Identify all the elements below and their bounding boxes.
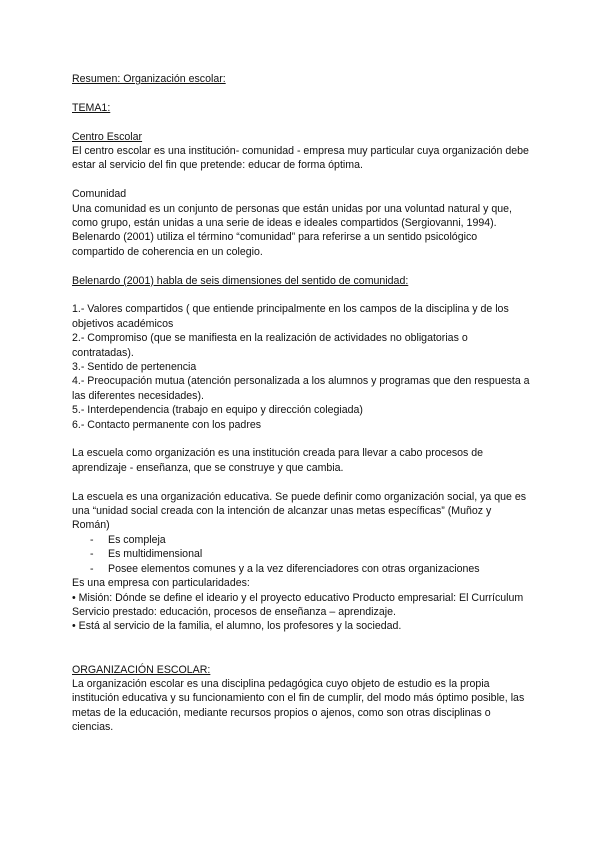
servicio-familia-line: • Está al servicio de la familia, el alumno, los profesores y la sociedad. (72, 620, 402, 633)
dimension-item: 2.- Compromiso (que se manifiesta en la realización de actividades no obligatorias o contratadas). (72, 332, 468, 359)
dimension-item: 3.- Sentido de pertenencia (72, 361, 197, 374)
dash-list-item: - Es multidimensional (72, 547, 530, 561)
comunidad-text-2: Belenardo (2001) utiliza el término “comunidad” para referirse a un sentido psicológico compartido de coherencia en un colegio. (72, 231, 478, 258)
centro-heading: Centro Escolar (72, 130, 143, 143)
escuela-paragraph-1: La escuela como organización es una institución creada para llevar a cabo procesos de aprendizaje - enseñanza, que se construye y que cambia. (72, 447, 484, 474)
dimensions-heading: Belenardo (2001) habla de seis dimensiones del sentido de comunidad: (72, 274, 409, 287)
tema-heading: TEMA1: (72, 101, 111, 114)
dimension-item: 4.- Preocupación mutua (atención personalizada a los alumnos y programas que den respuesta a las diferentes necesidades). (72, 375, 530, 402)
dimension-item: 1.- Valores compartidos ( que entiende principalmente en los campos de la disciplina y de los objetivos académicos (72, 303, 509, 330)
centro-text: El centro escolar es una institución- comunidad - empresa muy particular cuya organización debe estar al servicio del fin que pretende: educar de forma óptima. (72, 145, 529, 172)
comunidad-text-1: Una comunidad es un conjunto de personas que están unidas por una voluntad natural y que, como grupo, están unidas a una serie de ideas e ideales compartidos (Sergiovanni, 1994). (72, 202, 512, 230)
servicio-line: Servicio prestado: educación, procesos de enseñanza – aprendizaje. (72, 605, 396, 618)
organizacion-text: La organización escolar es una disciplina pedagógica cuyo objeto de estudio es la propia institución educativa y su funcionamiento con el fin de cumplir, del modo más óptimo posible, las metas de la educación, mediante recursos propios o ajenos, como son otras disciplinas o ciencias. (72, 677, 525, 734)
empresa-line: Es una empresa con particularidades: (72, 577, 250, 590)
mision-line: • Misión: Dónde se define el ideario y el proyecto educativo Producto empresarial: El Currículum (72, 591, 524, 604)
dash-list-item: - Posee elementos comunes y a la vez diferenciadores con otras organizaciones (72, 562, 530, 576)
dimension-item: 6.- Contacto permanente con los padres (72, 418, 262, 431)
dash-list-item: - Es compleja (72, 533, 530, 547)
escuela-paragraph-2: La escuela es una organización educativa. Se puede definir como organización social, ya que es una “unidad social creada con la intención de alcanzar unas metas específicas” (Muñoz y Román) (72, 490, 527, 532)
summary-title: Resumen: Organización escolar: (72, 73, 226, 85)
dimension-item: 5.- Interdependencia (trabajo en equipo y dirección colegiada) (72, 404, 363, 417)
document-body (72, 72, 530, 735)
comunidad-heading: Comunidad (72, 188, 127, 201)
organizacion-heading: ORGANIZACIÓN ESCOLAR: (72, 663, 211, 676)
